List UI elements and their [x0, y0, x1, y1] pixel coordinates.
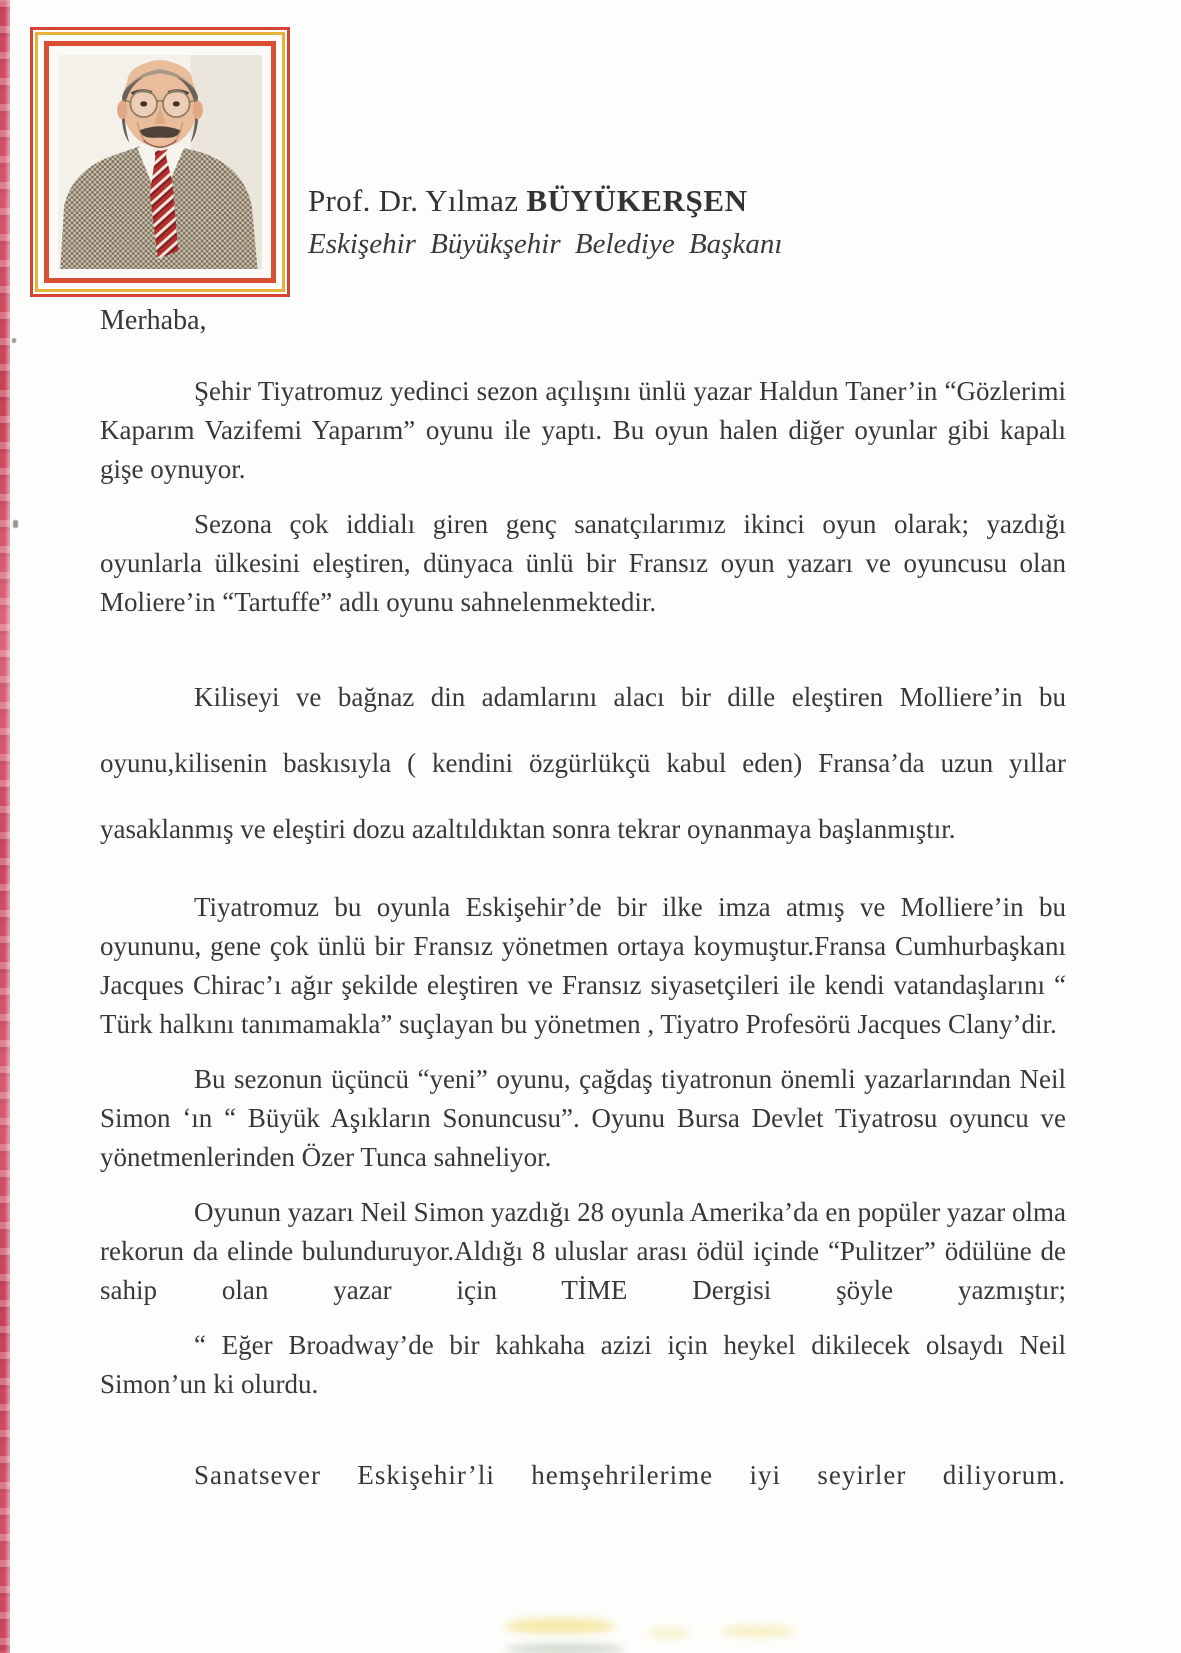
paragraph-neil-simon-play: Bu sezonun üçüncü “yeni” oyunu, çağdaş tiyatronun önemli yazarlarından Neil Simon ‘ın “ Büyük Aşıkların Sonuncusu”. Oyunu Bursa Devlet Tiyatrosu oyuncu ve yönetmenlerinden Özer Tunca sahneliyor. [100, 1064, 1066, 1172]
greeting-text: Merhaba, [100, 305, 207, 336]
header-block [308, 183, 782, 261]
title-name-surname: BÜYÜKERŞEN [526, 183, 748, 218]
portrait-photo [58, 55, 262, 269]
paragraph-time-quote: “ Eğer Broadway’de bir kahkaha azizi için heykel dikilecek olsaydı Neil Simon’un ki olurdu. [100, 1330, 1066, 1399]
scan-smudge [505, 1644, 625, 1653]
scan-speck [12, 338, 16, 343]
title-role: Eskişehir Büyükşehir Belediye Başkanı [308, 228, 783, 260]
paragraph-neil-simon-awards: Oyunun yazarı Neil Simon yazdığı 28 oyunla Amerika’da en popüler yazar olma rekorun da elinde bulunduruyor.Aldığı 8 uluslar arası ödül içinde “Pulitzer” ödülüne de sahip olan yazar için TİME Dergisi şöyle yazmıştır; [100, 1197, 1066, 1305]
portrait-frame-inner-line [44, 41, 276, 283]
title-name-prefix: Prof. Dr. Yılmaz [308, 183, 527, 218]
scan-smudge [648, 1628, 690, 1638]
paragraph-closing-wish: Sanatsever Eskişehir’li hemşehrilerime iyi seyirler diliyorum. [194, 1460, 1066, 1490]
page-title [308, 183, 782, 219]
paragraph-tartuffe: Sezona çok iddialı giren genç sanatçılarımız ikinci oyun olarak; yazdığı oyunlarla ülkesini eleştiren, dünyaca ünlü bir Fransız oyun yazarı ve oyuncusu olan Moliere’in “Tartuffe” adlı oyunu sahnelenmektedir. [100, 509, 1066, 617]
page-binding-stripe [0, 0, 10, 1653]
paragraph-french-director: Tiyatromuz bu oyunla Eskişehir’de bir ilke imza atmış ve Molliere’in bu oyununu, gene çok ünlü bir Fransız yönetmen ortaya koymuştur.Fransa Cumhurbaşkanı Jacques Chirac’ı ağır şekilde eleştiren ve Fransız siyasetçileri ile kendi vatandaşlarını “ Türk halkını tanımamakla” suçlayan bu yönetmen , Tiyatro Profesörü Jacques Clany’dir. [100, 892, 1066, 1039]
scan-smudge [720, 1626, 795, 1637]
letter-body [100, 303, 1066, 1495]
scan-speck [13, 520, 18, 528]
paragraph-moliere-ban: Kiliseyi ve bağnaz din adamlarını alacı bir dille eleştiren Molliere’in bu oyunu,kilisenin baskısıyla ( kendini özgürlükçü kabul eden) Fransa’da uzun yıllar yasaklanmış ve eleştiri dozu azaltıldıktan sonra tekrar oynanmaya başlanmıştır. [100, 682, 1066, 844]
paragraph-season-opening: Şehir Tiyatromuz yedinci sezon açılışını ünlü yazar Haldun Taner’in “Gözlerimi Kaparım Vazifemi Yaparım” oyunu ile yaptı. Bu oyun halen diğer oyunlar gibi kapalı gişe oynuyor. [100, 376, 1066, 484]
portrait-frame-yellow-line [35, 32, 285, 292]
scan-smudge [505, 1618, 615, 1634]
portrait-frame [30, 27, 290, 297]
